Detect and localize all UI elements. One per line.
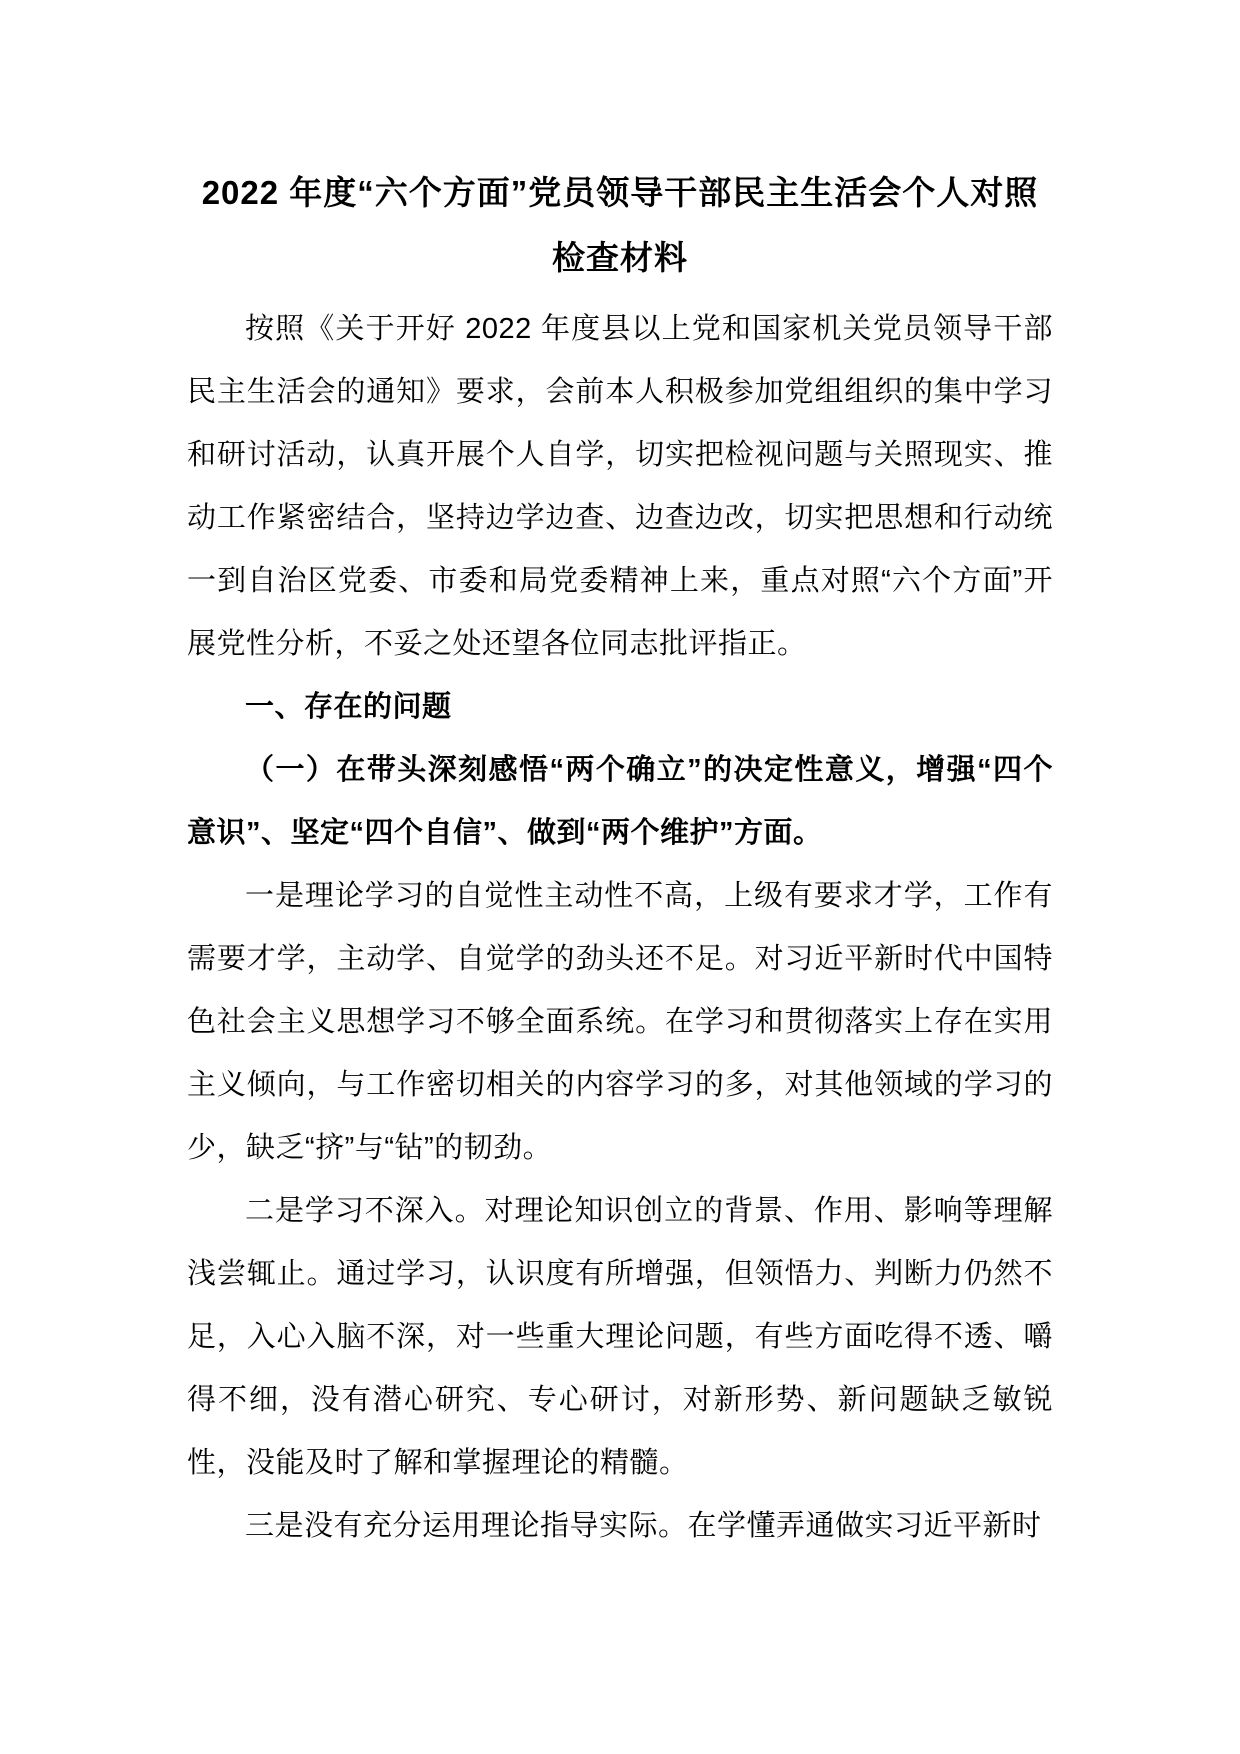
document-content (187, 160, 1053, 1558)
section-heading-problems: 一、存在的问题 (245, 691, 452, 723)
paragraph-point-two: 二是学习不深入。对理论知识创立的背景、作用、影响等理解浅尝辄止。通过学习，认识度有所增强，但领悟力、判断力仍然不足，入心入脑不深，对一些重大理论问题，有些方面吃得不透、嚼得不细，没有潜心研究、专心研讨，对新形势、新问题缺乏敏锐性，没能及时了解和掌握理论的精髓。 (187, 1195, 1053, 1479)
subsection-heading-aspect-one: （一）在带头深刻感悟“两个确立”的决定性意义，增强“四个意识”、坚定“四个自信”、做到“两个维护”方面。 (187, 754, 1053, 849)
page-title: 2022 年度“六个方面”党员领导干部民主生活会个人对照检查材料 (201, 174, 1039, 276)
paragraph-point-one: 一是理论学习的自觉性主动性不高，上级有要求才学，工作有需要才学，主动学、自觉学的劲头还不足。对习近平新时代中国特色社会主义思想学习不够全面系统。在学习和贯彻落实上存在实用主义倾向，与工作密切相关的内容学习的多，对其他领域的学习的少，缺乏“挤”与“钻”的韧劲。 (187, 880, 1053, 1164)
paragraph-point-three-partial: 三是没有充分运用理论指导实际。在学懂弄通做实习近平新时 (245, 1510, 1042, 1542)
paragraph-intro: 按照《关于开好 2022 年度县以上党和国家机关党员领导干部民主生活会的通知》要求，会前本人积极参加党组组织的集中学习和研讨活动，认真开展个人自学，切实把检视问题与关照现实、推动工作紧密结合，坚持边学边查、边查边改，切实把思想和行动统一到自治区党委、市委和局党委精神上来，重点对照“六个方面”开展党性分析，不妥之处还望各位同志批评指正。 (187, 313, 1053, 660)
